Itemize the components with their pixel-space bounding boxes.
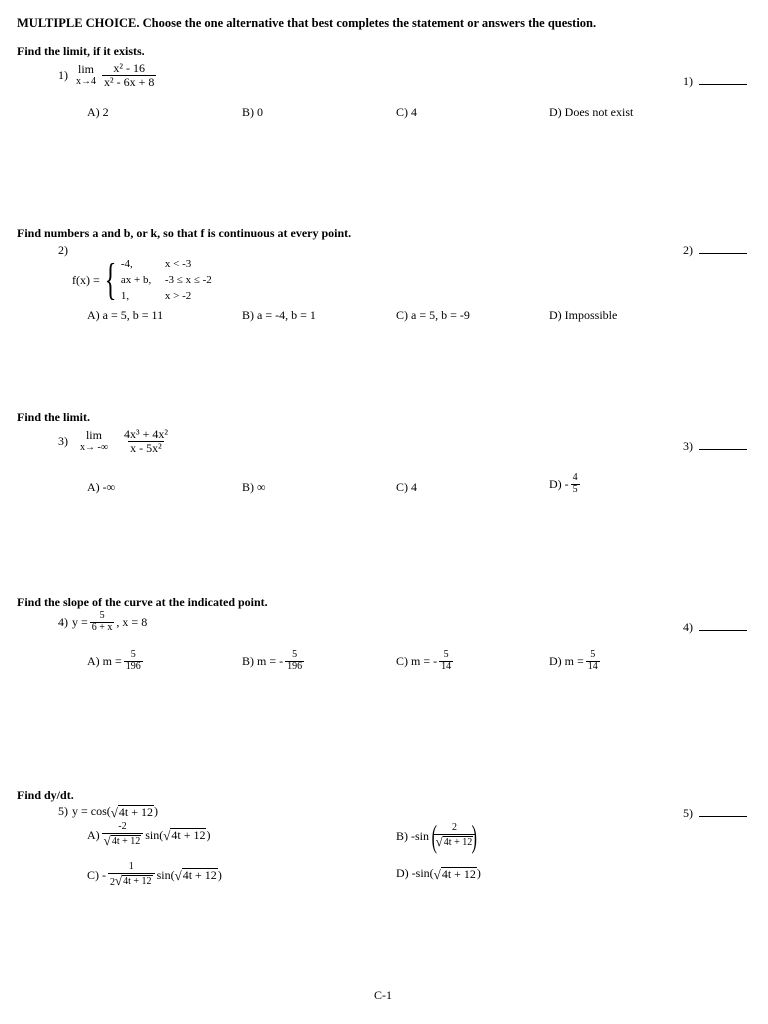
choice-prefix: D) -sin(	[396, 866, 434, 880]
denominator	[108, 873, 155, 889]
stem-prefix: y = cos(	[72, 804, 111, 818]
lim-subscript: x→ -∞	[80, 442, 108, 454]
question-5-stem	[58, 804, 158, 819]
question-1-stem	[58, 62, 158, 88]
choice-5a[interactable]	[87, 822, 210, 848]
choice-3b[interactable]: B) ∞	[242, 480, 266, 494]
choice-1c[interactable]: C) 4	[396, 105, 417, 119]
fraction	[431, 818, 478, 854]
numerator: 5	[590, 649, 596, 660]
denominator: 196	[125, 660, 141, 672]
answer-label: 4)	[683, 620, 693, 634]
choice-4d[interactable]	[549, 650, 602, 672]
square-root: √ 4t + 12	[110, 804, 154, 820]
section-heading-1: Find the limit, if it exists.	[17, 44, 145, 58]
radicand: 4t + 12	[111, 835, 141, 847]
answer-blank-1[interactable]	[683, 74, 747, 89]
denominator: 14	[587, 660, 598, 672]
choice-2d[interactable]: D) Impossible	[549, 308, 618, 322]
piece-condition: x < -3	[164, 258, 192, 270]
denominator	[102, 833, 144, 849]
choice-5d[interactable]	[396, 866, 481, 881]
section-heading-5: Find dy/dt.	[17, 788, 74, 802]
fraction	[102, 62, 156, 88]
answer-line[interactable]	[699, 630, 747, 631]
answer-blank-2[interactable]	[683, 243, 747, 258]
square-root: √ 4t + 12	[115, 872, 152, 888]
denominator	[434, 834, 476, 850]
lim-word: lim	[85, 428, 102, 442]
radicand: 4t + 12	[182, 867, 217, 882]
answer-line[interactable]	[699, 816, 747, 817]
choice-1b[interactable]: B) 0	[242, 105, 263, 119]
choice-4a[interactable]	[87, 650, 145, 672]
choice-prefix: A) m =	[87, 653, 122, 668]
section-heading-4: Find the slope of the curve at the indicated point.	[17, 595, 268, 609]
question-2-piecewise	[72, 256, 212, 304]
coefficient: 2	[110, 876, 115, 888]
radicand: 4t + 12	[443, 836, 473, 848]
numerator: 5	[292, 649, 298, 660]
choice-prefix: D) m =	[549, 653, 584, 668]
question-number: 2)	[58, 243, 68, 257]
piece-expr: -4,	[120, 258, 133, 270]
fraction	[102, 822, 144, 848]
numerator: 4x³ + 4x²	[123, 427, 168, 441]
choice-prefix: C) -	[87, 867, 106, 882]
piece-expr: 1,	[120, 290, 130, 302]
square-root: √ 4t + 12	[174, 867, 217, 884]
section-heading-3: Find the limit.	[17, 410, 91, 424]
fraction	[571, 473, 580, 495]
square-root: √ 4t + 12	[163, 827, 206, 844]
piece-condition: -3 ≤ x ≤ -2	[164, 274, 212, 286]
choice-prefix: B) -sin	[396, 828, 429, 843]
lim-subscript: x→4	[76, 76, 96, 88]
square-root: √ 4t + 12	[435, 833, 473, 849]
sin-prefix: sin(	[145, 827, 164, 842]
choice-1d[interactable]: D) Does not exist	[549, 105, 634, 119]
left-paren: (	[431, 818, 437, 854]
choice-2a[interactable]: A) a = 5, b = 11	[87, 308, 164, 322]
piece-condition: x > -2	[164, 290, 192, 302]
choice-prefix: C) m = -	[396, 653, 438, 668]
instructions: MULTIPLE CHOICE. Choose the one alternative that best completes the statement or answers the question.	[17, 16, 597, 30]
limit-operator	[76, 63, 96, 87]
piece-expr: ax + b,	[120, 274, 152, 286]
choice-1a[interactable]: A) 2	[87, 105, 109, 119]
sin-prefix: sin(	[156, 867, 175, 882]
fraction	[122, 428, 170, 454]
close-paren: )	[217, 867, 222, 882]
section-heading-2: Find numbers a and b, or k, so that f is continuous at every point.	[17, 226, 352, 240]
numerator: 1	[128, 861, 134, 872]
point: , x = 8	[116, 614, 148, 629]
limit-operator	[80, 429, 108, 453]
denominator: 196	[287, 660, 303, 672]
choice-3d[interactable]	[549, 473, 582, 495]
choice-4c[interactable]	[396, 650, 455, 672]
square-root: √ 4t + 12	[103, 832, 141, 848]
piecewise-table	[121, 256, 212, 304]
numerator: -2	[118, 821, 127, 832]
question-number: 4)	[58, 614, 68, 629]
choice-4b[interactable]	[242, 650, 306, 672]
question-3-stem	[58, 428, 172, 454]
function-label: f(x) =	[72, 272, 100, 287]
denominator: x² - 6x + 8	[104, 74, 155, 89]
denominator: 6 + x	[91, 621, 113, 633]
right-paren: )	[471, 818, 478, 854]
fraction	[124, 650, 143, 672]
close-paren: )	[206, 827, 211, 842]
square-root: √ 4t + 12	[433, 866, 476, 882]
choice-3c[interactable]: C) 4	[396, 480, 417, 494]
answer-line[interactable]	[699, 253, 747, 254]
choice-2b[interactable]: B) a = -4, b = 1	[242, 308, 316, 322]
answer-label: 1)	[683, 74, 693, 88]
answer-blank-3[interactable]	[683, 439, 747, 454]
answer-label: 2)	[683, 243, 693, 257]
choice-prefix: B) m = -	[242, 653, 284, 668]
denominator: 14	[441, 660, 452, 672]
page-footer: C-1	[374, 988, 392, 1002]
denominator: 5	[572, 483, 578, 495]
answer-line[interactable]	[699, 84, 747, 85]
question-number: 5)	[58, 804, 68, 818]
radicand: 4t + 12	[118, 804, 154, 819]
choice-2c[interactable]: C) a = 5, b = -9	[396, 308, 470, 322]
numerator: 2	[451, 822, 457, 833]
numerator: 5	[130, 649, 136, 660]
numerator: 4	[572, 472, 578, 483]
y-label: y =	[72, 614, 88, 629]
question-number: 3)	[58, 433, 68, 448]
close-paren: )	[476, 866, 481, 880]
answer-line[interactable]	[699, 449, 747, 450]
fraction	[586, 650, 600, 672]
answer-label: 3)	[683, 439, 693, 453]
question-4-stem	[58, 611, 147, 633]
fraction	[90, 611, 115, 633]
fraction	[108, 862, 155, 888]
numerator: x² - 16	[113, 61, 145, 75]
choice-5b[interactable]	[396, 818, 480, 854]
numerator: 5	[443, 649, 449, 660]
choice-prefix: D) -	[549, 476, 569, 491]
answer-blank-5[interactable]	[683, 806, 747, 821]
radicand: 4t + 12	[171, 827, 206, 842]
choice-5c[interactable]	[87, 862, 222, 888]
stem-suffix: )	[154, 804, 159, 818]
fraction	[285, 650, 304, 672]
choice-3a[interactable]: A) -∞	[87, 480, 116, 494]
numerator: 5	[99, 610, 105, 621]
answer-label: 5)	[683, 806, 693, 820]
radicand: 4t + 12	[441, 866, 476, 881]
answer-blank-4[interactable]	[683, 620, 747, 635]
radicand: 4t + 12	[123, 875, 152, 887]
lim-word: lim	[77, 62, 94, 76]
question-number: 1)	[58, 67, 68, 82]
left-brace: {	[104, 255, 117, 304]
denominator: x - 5x²	[130, 440, 162, 455]
choice-prefix: A)	[87, 827, 100, 842]
fraction	[439, 650, 453, 672]
